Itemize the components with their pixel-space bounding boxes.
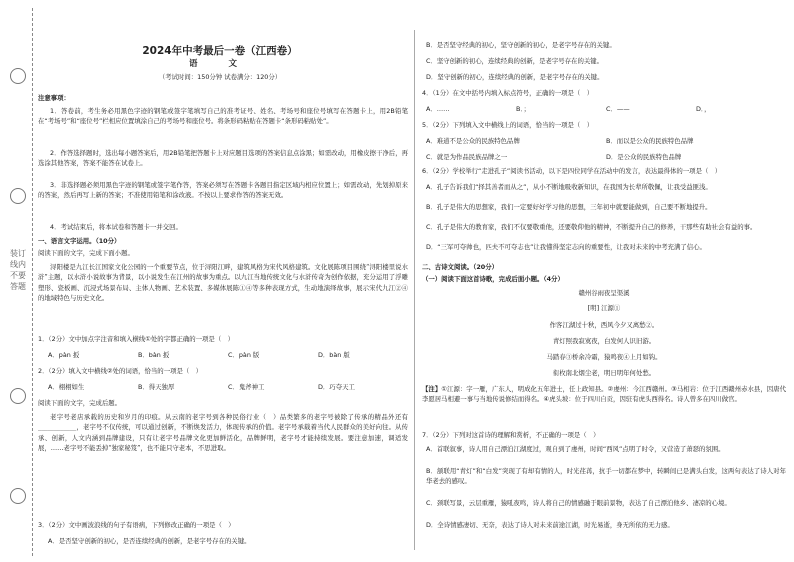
- question-4: 4．（1分）在文中括号内填入标点符号，正确的一项是（ ）: [422, 89, 594, 97]
- q4-option-c[interactable]: C．——: [606, 105, 630, 113]
- question-6: 6．（2分）学校举行“走进孔子”阅读书活动，以下是四位同学在活动中的发言，表达最得体的一项是（ ）: [422, 167, 722, 175]
- section-2-1-heading: （一）阅读下面这首诗歌，完成后面小题。（4分）: [422, 275, 564, 283]
- question-1: 1．（2分）文中加点字注音和填入横线①处的字都正确的一项是（ ）: [38, 335, 234, 343]
- note-3: 3．非选择题必须用黑色字迹的钢笔或签字笔作答，答案必须写在答题卡各题目指定区域内相应位置上；如需改动，先划掉原来的答案，然后再写上新的答案；不准使用铅笔和涂改液。不按以上要求作答的答案无效。: [38, 181, 408, 200]
- q6-option-c[interactable]: C．孔子是伟大的教育家，我们不仅要敬重他，还要敬仰他的精神，不断提升自己的修养，干那些有助社会有益的事。: [426, 223, 757, 231]
- q2-option-c[interactable]: C．鬼斧神工: [228, 383, 265, 391]
- reading-passage-1: 浔阳楼是九江长江国家文化公园的一个重要节点，位于浔阳江畔，建筑风格为宋代风格建筑。文化展陈项目围绕“浔阳楼里说水浒”主题，以水浒小说故事为背景，以小说发生在江州的故事为重点。以九江当地传统文化与水浒传奇为创作依据，充分运用了浮雕塑形、瓷板画、沉浸式场景布局、主体人物画、艺术装置、多媒体展陈①④等多种表现方式，生动地演绎故事，展示宋代九江②④的地域特色与历史文化。: [38, 263, 408, 303]
- binding-hole: [10, 488, 26, 504]
- question-5: 5．（2分）下列填入文中横线上的词语，恰当的一项是（ ）: [422, 121, 594, 129]
- exam-title: 2024年中考最后一卷（江西卷）: [142, 45, 298, 57]
- q6-option-b[interactable]: B．孔子是伟大的思想家，我们一定要好好学习他的思想，三年初中就要能做到，自己要不断地提升。: [426, 203, 712, 211]
- binding-hole: [10, 188, 26, 204]
- exam-time-info: （考试时间：150分钟 试卷满分：120分）: [158, 73, 282, 81]
- q5-option-b[interactable]: B．而以是公众的民族特色品牌: [606, 137, 694, 145]
- q2-option-b[interactable]: B．得天独厚: [138, 383, 175, 391]
- q5-option-d[interactable]: D．是公众的民族特色品牌: [606, 153, 682, 161]
- section-2-heading: 二、古诗文阅读。（20分）: [422, 263, 498, 271]
- binding-margin: [6, 8, 33, 556]
- q2-option-a[interactable]: A．栩栩如生: [48, 383, 85, 391]
- q4-option-b[interactable]: B．；: [516, 105, 530, 113]
- q2-option-d[interactable]: D．巧夺天工: [318, 383, 355, 391]
- poem-title: 赣州谷雨夜呈渠溪: [578, 289, 630, 297]
- q5-option-a[interactable]: A．难道不是公众的民族特色品牌: [426, 137, 520, 145]
- poem-line-4: 衔枚南北烟尘老，明日明年何处愁。: [552, 369, 656, 377]
- q6-option-d[interactable]: D．“三军可夺帅也，匹夫不可夺志也”让我懂得坚定志向的重要性，让我对未来的中考充满了信心。: [426, 243, 706, 251]
- section-1-intro: 阅读下面的文字，完成下面小题。: [38, 249, 134, 257]
- note-4: 4．考试结束后，将本试卷和答题卡一并交回。: [50, 223, 182, 231]
- q7-option-d[interactable]: D．全诗情感凄切、无奈，表达了诗人对未来前途江湖，时光易逝，身无所依的无力感。: [426, 521, 674, 529]
- note-2: 2．作答选择题时，选出每小题答案后，用2B铅笔把答题卡上对应题目选项的答案信息点涂黑；如需改动，用橡皮擦干净后，再选涂其他答案，答案不能答在试卷上。: [38, 149, 408, 168]
- binding-hole: [10, 388, 26, 404]
- question-2: 2．（2分）填入文中横线②处的词语，恰当的一项是（ ）: [38, 367, 203, 375]
- q1-option-d[interactable]: D．bàn 版: [318, 351, 350, 359]
- poem-line-3: 马踏春③桥余冷霜，猿鸣夜④上月如钩。: [546, 353, 662, 361]
- question-7: 7．（2分）下列对这首诗的理解和赏析，不正确的一项是（ ）: [422, 431, 600, 439]
- q3-option-a[interactable]: A．是否坚守创新的初心，是否连续经典的创新，是老字号存在的关键。: [48, 537, 251, 545]
- poem-author: [明] 江源①: [587, 304, 621, 312]
- q5-option-c[interactable]: C．就是为作品民族品牌之一: [426, 153, 508, 161]
- q4-option-a[interactable]: A．……: [426, 105, 450, 113]
- q4-option-d[interactable]: D．，: [696, 105, 711, 113]
- binding-hole: [10, 68, 26, 84]
- section-1b-intro: 阅读下面的文字，完成后题。: [38, 399, 122, 407]
- binding-seal-text: 装订线内不要答题: [10, 249, 26, 291]
- poem-line-1: 作客江湖过十秋，西风今夕又离愁②。: [549, 321, 659, 329]
- poem-notes: [422, 384, 786, 405]
- q1-option-b[interactable]: B．bàn 扳: [138, 351, 170, 359]
- q3-option-c[interactable]: C．坚守创新的初心，连续经典的创新，是老字号存在的关键。: [426, 57, 604, 65]
- note-1: 1．答卷前，考生务必用黑色字迹的钢笔或签字笔填写自己的准考证号、姓名、考场号和座位号填写在答题卡上，用2B铅笔在“考场号”和“座位号”栏相应位置填涂自己的考场号和座位号。将条形码粘贴在答题卡“条形码粘贴处”。: [38, 107, 408, 126]
- q1-option-a[interactable]: A．pàn 扳: [48, 351, 80, 359]
- q7-option-a[interactable]: A．首联叙事，诗人用自己漂泊江湖度过，观自到了虔州，时间“西风”点明了时令，又营造了萧瑟的氛围。: [426, 445, 725, 453]
- reading-passage-2: 老字号老店承载的历史和岁月的印痕。从云南的老字号到各种民俗行业（ ）品类繁多的老字号被除了传承的精品外还有____________，老字号不仅传统，可以通过创新，不断焕发活力，体现传承的价值。老字号承载着当代人民群众的美好向往。从传承、创新，人文内涵到品牌建设，只有让老字号品牌文化更加鲜活化，品牌鲜明，老字号才能持续发展。要注意加速，调适发展，……老字号不能丢掉“独家秘笈”，也不能只守老本，不思进取。: [38, 413, 408, 453]
- section-1-heading: 一、语言文字运用。（10分）: [38, 237, 121, 245]
- notes-title: 注意事项：: [38, 94, 70, 102]
- q3-option-d[interactable]: D．坚守创新的初心，连续经典的创新，是老字号存在的关键。: [426, 73, 604, 81]
- q3-option-b[interactable]: B．是否坚守经典的初心，坚守创新的初心，是老字号存在的关键。: [426, 41, 616, 49]
- poem-notes-label: 【注】: [422, 385, 442, 393]
- q6-option-a[interactable]: A．孔子告诉我们“择其善者而从之”，从小不断地吸收新知识，在我国为长辈所敬佩，让我受益匪浅。: [426, 183, 712, 191]
- poem-notes-text: ①江源：字一雁，广东人，明成化五年进士，任上政知县。②虔州：今江西赣州。③马相岩：位于江西赣州赤水县，因唐代李愿居马相避一事与当地传说修结而得名。④虎头坡：位于四川自贡，因驻有虎头西得名。诗人曾多在四川做官。: [422, 385, 786, 404]
- exam-subject: 语 文: [189, 59, 251, 69]
- column-divider: [414, 30, 415, 550]
- q7-option-b[interactable]: B．颔联用“青灯”和“白发”突现了有却有情的人，时光荏苒，抗手一切都在梦中，转瞬间已是满头白发，这两句表达了诗人对年华老去的感叹。: [426, 467, 786, 486]
- question-3: 3．（2分）文中画波浪线的句子有语病，下列修改正确的一项是（ ）: [38, 521, 235, 529]
- q1-option-c[interactable]: C．pàn 版: [228, 351, 260, 359]
- q7-option-c[interactable]: C．颈联写景，云层重雁，猿吼夜鸣，诗人将自己的情感融于眼前景物，表达了自己漂泊他乡、凄凉的心境。: [426, 499, 731, 507]
- poem-line-2: 青灯照我寂寞夜，白发何人识旧游。: [552, 337, 656, 345]
